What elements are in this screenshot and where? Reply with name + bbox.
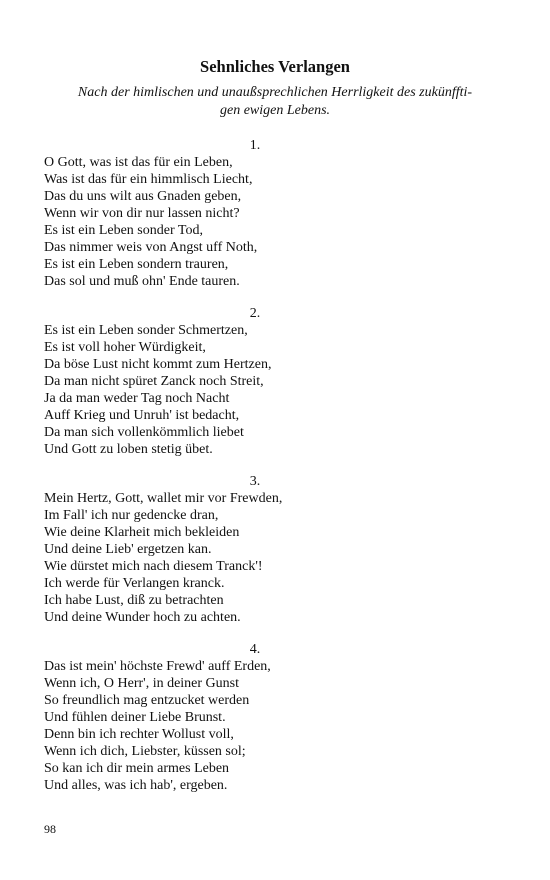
verse-line: Es ist ein Leben sondern trauren, [44,257,229,272]
verse-line: Da böse Lust nicht kommt zum Hertzen, [44,357,272,372]
verse-line: Wie dürstet mich nach diesem Tranck'! [44,559,263,574]
poem-title: Sehnliches Verlangen [200,57,350,76]
stanza-number: 1. [249,138,261,153]
stanza-number: 4. [249,642,261,657]
verse-line: Das ist mein' höchste Frewd' auff Erden, [44,659,271,674]
stanza-3 [44,473,506,626]
verse-line: So kan ich dir mein armes Leben [44,761,230,776]
verse-line: Das sol und muß ohn' Ende tauren. [44,274,240,289]
verse-line: Im Fall' ich nur gedencke dran, [44,508,219,523]
verse-line: Was ist das für ein himmlisch Liecht, [44,172,253,187]
verse-line: Und fühlen deiner Liebe Brunst. [44,710,226,725]
verse-line: Mein Hertz, Gott, wallet mir vor Frewden, [44,491,283,506]
verse-line: Ich werde für Verlangen kranck. [44,576,225,591]
verse-line: Wenn ich, O Herr', in deiner Gunst [44,676,240,691]
verse-line: Und alles, was ich hab', ergeben. [44,778,228,793]
verse-line: Auff Krieg und Unruh' ist bedacht, [44,408,240,423]
stanza-2 [44,305,506,458]
verse-line: Und deine Wunder hoch zu achten. [44,610,241,625]
stanza-4 [44,641,506,794]
verse-line: Da man nicht spüret Zanck noch Streit, [44,374,264,389]
verse-line: Ja da man weder Tag noch Nacht [44,391,230,406]
page-number: 98 [44,822,56,836]
verse-line: Wenn wir von dir nur lassen nicht? [44,206,240,221]
poem-subtitle [44,84,506,119]
verse-line: Es ist voll hoher Würdigkeit, [44,340,206,355]
subtitle-line-2: gen ewigen Lebens. [219,102,331,118]
verse-line: Und Gott zu loben stetig übet. [44,442,213,457]
verse-line: Das nimmer weis von Angst uff Noth, [44,240,258,255]
verse-line: Es ist ein Leben sonder Tod, [44,223,203,238]
stanza-number: 3. [249,474,261,489]
verse-line: Denn bin ich rechter Wollust voll, [44,727,234,742]
verse-line: O Gott, was ist das für ein Leben, [44,155,233,170]
subtitle-line-1: Nach der himlischen und unaußsprechlichen Herrligkeit des zukünffti- [77,85,473,100]
stanza-number: 2. [249,306,261,321]
verse-line: Da man sich vollenkömmlich liebet [44,425,244,440]
page-header [44,56,506,119]
stanza-1 [44,137,506,290]
verse-line: So freundlich mag entzucket werden [44,693,250,708]
verse-line: Es ist ein Leben sonder Schmertzen, [44,323,248,338]
verse-line: Wenn ich dich, Liebster, küssen sol; [44,744,246,759]
verse-line: Und deine Lieb' ergetzen kan. [44,542,212,557]
verse-line: Wie deine Klarheit mich bekleiden [44,525,240,540]
verse-line: Das du uns wilt aus Gnaden geben, [44,189,242,204]
verse-line: Ich habe Lust, diß zu betrachten [44,593,224,608]
